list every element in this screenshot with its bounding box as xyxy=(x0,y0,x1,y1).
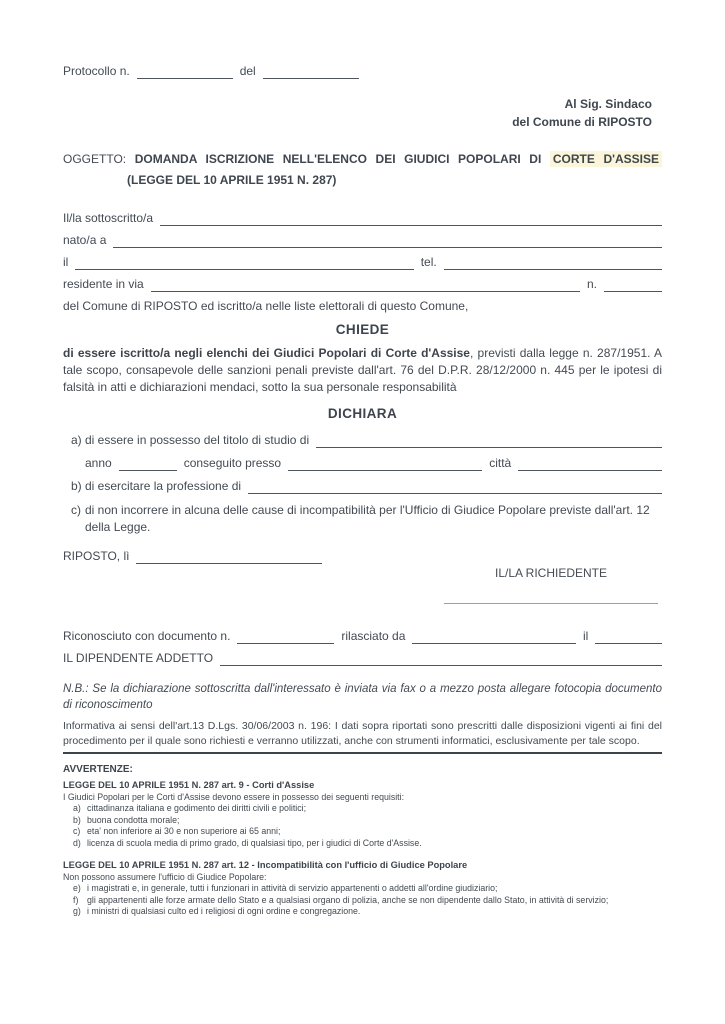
subject-block xyxy=(63,151,662,189)
law9-title: LEGGE DEL 10 APRILE 1951 N. 287 art. 9 - Corti d'Assise xyxy=(63,780,315,790)
document-number-field xyxy=(237,629,334,644)
undersigned-name-field xyxy=(160,211,662,226)
law12-item-f-text: gli appartenenti alle forze armate dello Stato e a qualsiasi organo di polizia, anche se non dipendente dallo Stato, in attività di servizio; xyxy=(87,894,609,905)
law12-intro: Non possono assumere l'ufficio di Giudice Popolare: xyxy=(63,872,267,882)
phone-label: tel. xyxy=(420,255,437,269)
law12-item-g-prefix: g) xyxy=(73,906,81,916)
issued-by-label: rilasciato da xyxy=(341,629,406,643)
subject-label: OGGETTO: xyxy=(63,152,127,166)
protocol-number-label: Protocollo n. xyxy=(63,64,130,78)
law-article12-block xyxy=(63,859,662,918)
declaration-item-a2 xyxy=(63,456,662,471)
subject-highlighted-text: CORTE D'ASSISE xyxy=(550,151,662,167)
obtained-at-label: conseguito presso xyxy=(183,456,282,470)
place-date-row xyxy=(63,549,662,564)
nb-note: N.B.: Se la dichiarazione sottoscritta dall'interessato è inviata via fax o a mezzo posta allegare fotocopia documento di riconoscimento xyxy=(63,683,662,711)
law9-item-d-text: licenza di scuola media di primo grado, di qualsiasi tipo, per i giudici di Corte d'Assise. xyxy=(87,837,422,848)
city-label: città xyxy=(489,456,512,470)
place-date-label: RIPOSTO, lì xyxy=(63,549,130,563)
law12-item-f xyxy=(63,895,662,907)
signature-block xyxy=(444,566,658,604)
birthdate-label: il xyxy=(63,255,69,269)
law12-item-e xyxy=(63,883,662,895)
law9-item-b xyxy=(63,815,662,827)
year-field xyxy=(119,456,177,471)
law9-item-d-prefix: d) xyxy=(73,837,81,848)
chiede-bold-intro: di essere iscritto/a negli elenchi dei Giudici Popolari di Corte d'Assise xyxy=(63,346,470,360)
protocol-date-label: del xyxy=(239,64,256,78)
address-row xyxy=(63,277,662,292)
clerk-label: IL DIPENDENTE ADDETTO xyxy=(63,651,214,665)
law9-item-a-text: cittadinanza italiana e godimento dei diritti civili e politici; xyxy=(87,803,307,813)
birthplace-field xyxy=(113,233,662,248)
law9-intro: I Giudici Popolari per le Corti d'Assise devono essere in possesso dei seguenti requisiti: xyxy=(63,792,405,802)
city-field xyxy=(518,456,662,471)
birthplace-label: nato/a a xyxy=(63,233,107,247)
law12-item-f-prefix: f) xyxy=(73,894,79,905)
street-label: residente in via xyxy=(63,277,144,291)
law9-item-b-prefix: b) xyxy=(73,814,81,825)
date-field xyxy=(136,549,322,564)
declaration-item-b xyxy=(63,479,662,494)
profession-field xyxy=(248,479,662,494)
clerk-signature-field xyxy=(220,651,662,666)
applicant-section xyxy=(63,211,662,314)
item-b-prefix: b) xyxy=(71,479,82,493)
law9-item-c xyxy=(63,826,662,838)
law12-item-e-text: i magistrati e, in generale, tutti i funzionari in attività di servizio appartenenti o addetti all'ordine giudiziario; xyxy=(87,883,498,893)
street-field xyxy=(151,277,580,292)
law9-item-c-prefix: c) xyxy=(73,826,81,836)
applicant-signature-line xyxy=(444,602,658,604)
privacy-note: Informativa ai sensi dell'art.13 D.Lgs. 30/06/2003 n. 196: I dati sopra riportati sono prescritti dalle disposizioni vigenti ai fini del procedimento per il quale sono richiesti e verranno utilizzati, anche con strumenti informatici, esclusivamente per tale scopo. xyxy=(63,720,662,747)
undersigned-row xyxy=(63,211,662,226)
dichiara-heading: DICHIARA xyxy=(327,406,398,421)
year-label: anno xyxy=(85,456,112,470)
subject-title-line xyxy=(63,151,662,168)
declaration-item-c xyxy=(63,502,662,535)
law12-item-e-prefix: e) xyxy=(73,883,81,893)
law9-item-b-text: buona condotta morale; xyxy=(87,814,180,825)
undersigned-label: Il/la sottoscritto/a xyxy=(63,211,154,225)
issued-by-field xyxy=(412,629,576,644)
education-title-label: di essere in possesso del titolo di studio di xyxy=(85,433,310,447)
law9-item-a xyxy=(63,803,662,815)
law9-item-a-prefix: a) xyxy=(73,803,81,813)
law9-item-d xyxy=(63,838,662,850)
street-number-field xyxy=(604,277,662,292)
warnings-heading: AVVERTENZE: xyxy=(63,764,133,775)
subject-law-reference: (LEGGE DEL 10 APRILE 1951 N. 287) xyxy=(127,173,337,187)
issue-date-label: il xyxy=(583,629,589,643)
education-title-field xyxy=(316,433,662,448)
subject-title-text: DOMANDA ISCRIZIONE NELL'ELENCO DEI GIUDICI POPOLARI DI xyxy=(134,152,542,166)
law12-item-g-text: i ministri di qualsiasi culto ed i religiosi di ogni ordine e congregazione. xyxy=(87,906,361,916)
issue-date-field xyxy=(595,629,662,644)
recognition-row xyxy=(63,629,662,644)
protocol-row xyxy=(63,64,662,79)
law12-title: LEGGE DEL 10 APRILE 1951 N. 287 art. 12 - Incompatibilità con l'ufficio di Giudice Popolare xyxy=(63,860,468,870)
law12-item-g xyxy=(63,906,662,918)
chiede-body-text: , previsti dalla legge n. 287/1951. A tale scopo, consapevole delle sanzioni penali previste dall'art. 76 del D.P.R. 28/12/2000 n. 445 per le ipotesi di falsità in atti e dichiarazioni mendaci, sotto la sua personale responsabilità xyxy=(63,346,662,394)
incompatibility-statement: di non incorrere in alcuna delle cause di incompatibilità per l'Ufficio di Giudice Popolare previste dall'art. 12 della Legge. xyxy=(85,503,650,534)
addressee-line1: Al Sig. Sindaco xyxy=(564,97,652,111)
chiede-heading: CHIEDE xyxy=(335,322,390,337)
law9-item-c-text: eta' non inferiore ai 30 e non superiore ai 65 anni; xyxy=(87,826,281,836)
section-divider xyxy=(63,752,662,754)
recognized-document-label: Riconosciuto con documento n. xyxy=(63,629,231,643)
residency-statement: del Comune di RIPOSTO ed iscritto/a nelle liste elettorali di questo Comune, xyxy=(63,299,469,313)
profession-label: di esercitare la professione di xyxy=(85,479,242,493)
birthdate-field xyxy=(75,255,413,270)
protocol-number-field xyxy=(137,64,233,79)
phone-field xyxy=(444,255,662,270)
birthplace-row xyxy=(63,233,662,248)
chiede-paragraph xyxy=(63,345,662,396)
clerk-row xyxy=(63,651,662,666)
birthdate-phone-row xyxy=(63,255,662,270)
street-number-label: n. xyxy=(586,277,597,291)
addressee-block xyxy=(63,95,662,131)
law-article9-block xyxy=(63,779,662,849)
applicant-signature-label: IL/LA RICHIEDENTE xyxy=(494,566,608,580)
obtained-at-field xyxy=(288,456,482,471)
declaration-list xyxy=(63,433,662,535)
protocol-date-field xyxy=(263,64,359,79)
declaration-item-a xyxy=(63,433,662,448)
addressee-line2: del Comune di RIPOSTO xyxy=(512,115,652,129)
item-a-prefix: a) xyxy=(71,433,82,447)
item-c-prefix: c) xyxy=(71,503,81,517)
